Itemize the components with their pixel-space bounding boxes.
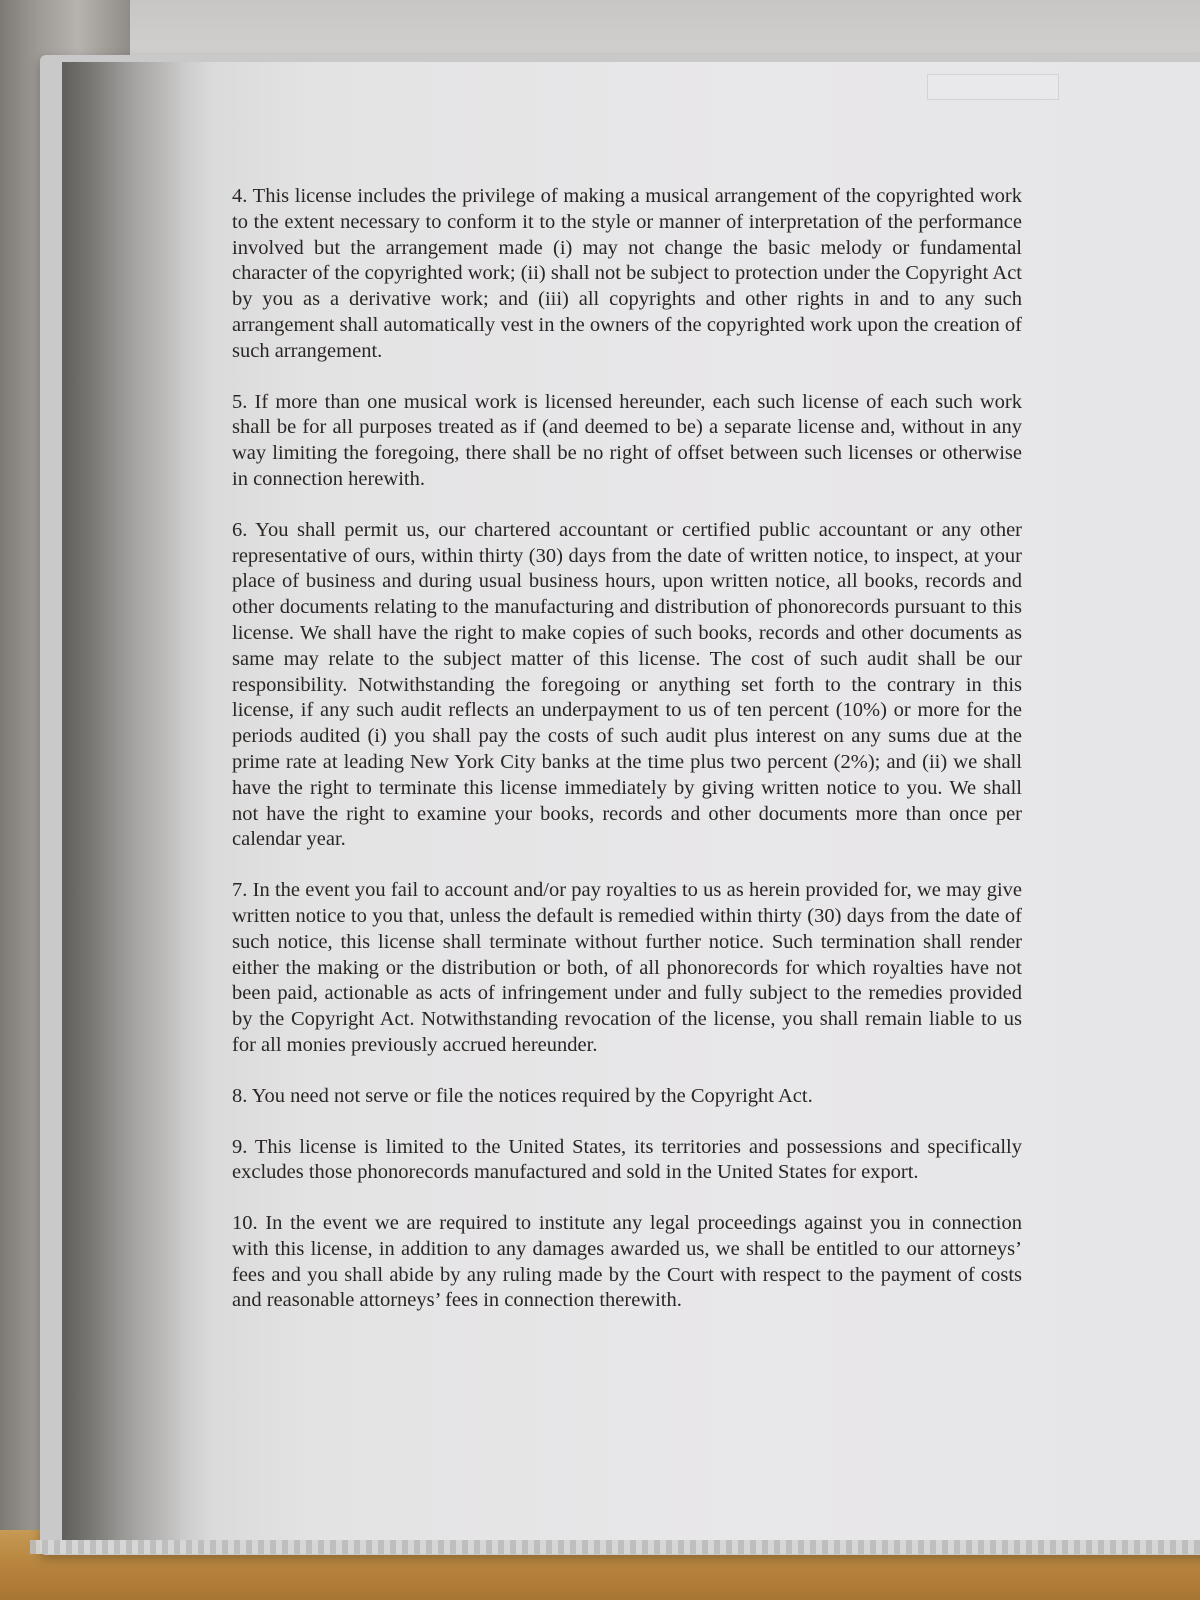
page-shadow: [62, 62, 212, 1540]
clause-5: 5. If more than one musical work is licensed hereunder, each such license of each such work shall be for all purposes treated as if (and deemed to be) a separate license and, without in any way limiting the foregoing, there shall be no right of offset between such licenses or otherwise in connection herewith.: [232, 390, 1022, 490]
clause-9: 9. This license is limited to the United States, its territories and possessions and specifically excludes those phonorecords manufactured and sold in the United States for export.: [232, 1135, 1022, 1184]
clause-8: 8. You need not serve or file the notices required by the Copyright Act.: [232, 1084, 813, 1107]
clause-6: 6. You shall permit us, our chartered accountant or certified public accountant or any other representative of ours, within thirty (30) days from the date of written notice, to inspect, at your place of business and during usual business hours, upon written notice, all books, records and other documents relating to the manufacturing and distribution of phonorecords pursuant to this license. We shall have the right to make copies of such books, records and other documents as same may relate to the subject matter of this license. The cost of such audit shall be our responsibility. Notwithstanding the foregoing or anything set forth to the contrary in this license, if any such audit reflects an underpayment to us of ten percent (10%) or more for the periods audited (i) you shall pay the costs of such audit plus interest on any sums due at the prime rate at leading New York City banks at the time plus two percent (2%); and (ii) we shall have the right to terminate this license immediately by giving written notice to you. We shall not have the right to examine your books, records and other documents more than once per calendar year.: [232, 518, 1022, 851]
document-body: [232, 184, 1022, 1339]
document-page: [62, 62, 1200, 1540]
sheet-protector-edge: [30, 1540, 1200, 1554]
label-tab: [927, 74, 1059, 100]
clause-10: 10. In the event we are required to institute any legal proceedings against you in connection with this license, in addition to any damages awarded us, we shall be entitled to our attorneys’ fees and you shall abide by any ruling made by the Court with respect to the payment of costs and reasonable attorneys’ fees in connection therewith.: [232, 1212, 1022, 1312]
clause-4: 4. This license includes the privilege of making a musical arrangement of the copyrighted work to the extent necessary to conform it to the style or manner of interpretation of the performance involved but the arrangement made (i) may not change the basic melody or fundamental character of the copyrighted work; (ii) shall not be subject to protection under the Copyright Act by you as a derivative work; and (iii) all copyrights and other rights in and to any such arrangement shall automatically vest in the owners of the copyrighted work upon the creation of such arrangement.: [232, 185, 1022, 362]
clause-7: 7. In the event you fail to account and/or pay royalties to us as herein provided for, we may give written notice to you that, unless the default is remedied within thirty (30) days from the date of such notice, this license shall terminate without further notice. Such termination shall render either the making or the distribution or both, of all phonorecords for which royalties have not been paid, actionable as acts of infringement under and fully subject to the remedies provided by the Copyright Act. Notwithstanding revocation of the license, you shall remain liable to us for all monies previously accrued hereunder.: [232, 879, 1022, 1056]
